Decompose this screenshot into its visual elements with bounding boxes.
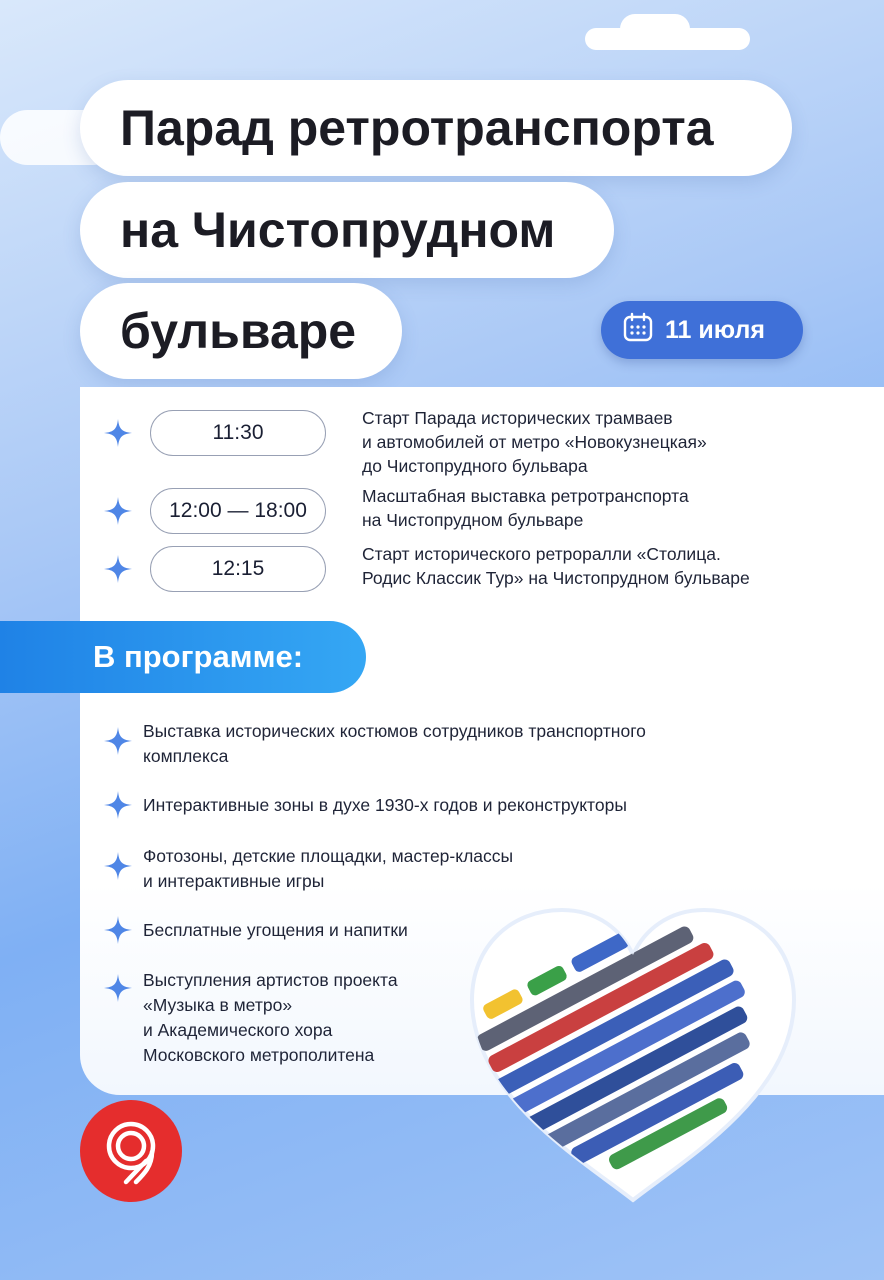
program-item-1: Выставка исторических костюмов сотрудников транспортного комплекса xyxy=(143,721,646,766)
program-item-4: Бесплатные угощения и напитки xyxy=(143,920,408,940)
cloud-decoration xyxy=(620,14,690,44)
schedule-time-1: 11:30 xyxy=(150,410,326,456)
sparkle-icon xyxy=(103,496,133,526)
title-line-2: на Чистопрудном xyxy=(80,182,614,278)
sparkle-icon xyxy=(103,790,133,820)
sparkle-icon xyxy=(103,851,133,881)
schedule-text-1: Старт Парада исторических трамваев и автомобилей от метро «Новокузнецкая» до Чистопрудного бульвара xyxy=(362,408,707,476)
sparkle-icon xyxy=(103,418,133,448)
calendar-icon xyxy=(623,312,653,349)
program-item-2: Интерактивные зоны в духе 1930-х годов и реконструкторы xyxy=(143,795,627,815)
sparkle-icon xyxy=(103,726,133,756)
date-label: 11 июля xyxy=(665,315,765,344)
schedule-time-3: 12:15 xyxy=(150,546,326,592)
program-item-3: Фотозоны, детские площадки, мастер-классы и интерактивные игры xyxy=(143,846,514,891)
program-item-5: Выступления артистов проекта «Музыка в метро» и Академического хора Московского метрополитена xyxy=(143,970,398,1065)
sparkle-icon xyxy=(103,915,133,945)
sparkle-icon xyxy=(103,973,133,1003)
schedule-text-2: Масштабная выставка ретротранспорта на Чистопрудном бульваре xyxy=(362,486,689,530)
schedule-text-3: Старт исторического ретроралли «Столица. Родис Классик Тур» на Чистопрудном бульваре xyxy=(362,544,750,588)
date-badge xyxy=(601,301,803,359)
title-line-1: Парад ретротранспорта xyxy=(80,80,792,176)
program-heading: В программе: xyxy=(0,621,366,693)
sparkle-icon xyxy=(103,554,133,584)
logo-mark-icon xyxy=(96,1116,166,1186)
title-line-3: бульваре xyxy=(80,283,402,379)
schedule-time-2: 12:00 — 18:00 xyxy=(150,488,326,534)
heart-transport-illustration xyxy=(462,905,804,1205)
brand-logo xyxy=(80,1100,182,1202)
